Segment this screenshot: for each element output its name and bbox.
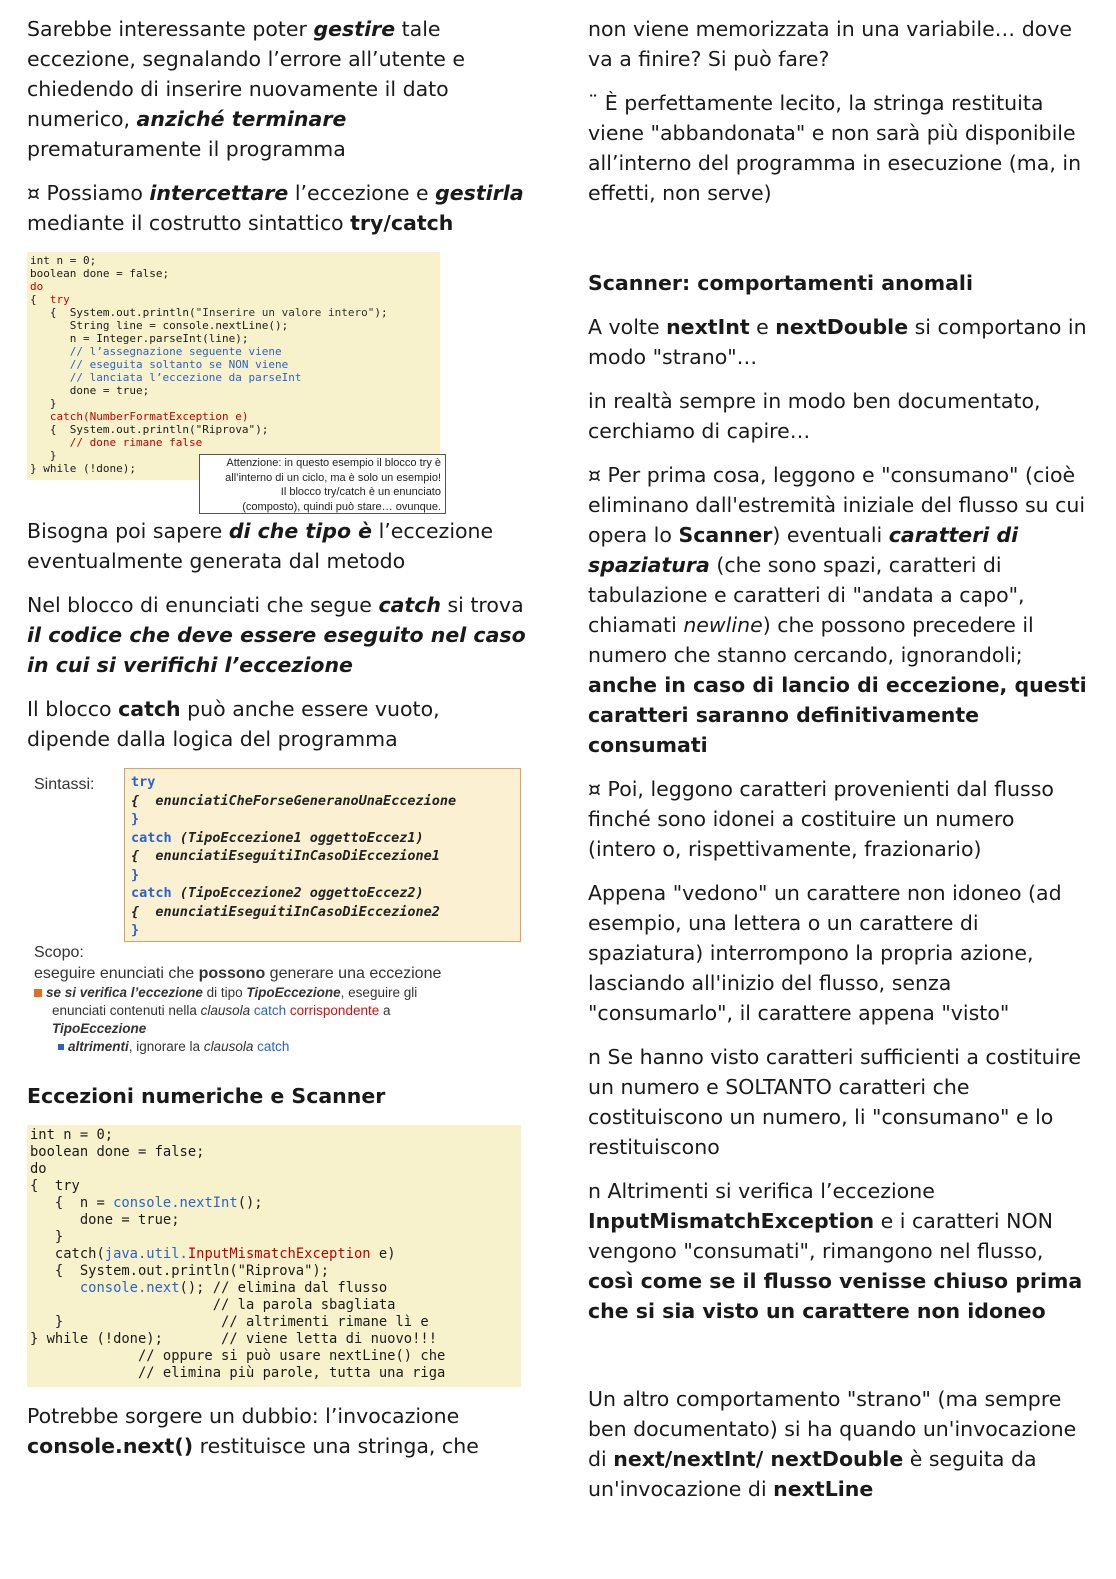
- paragraph-not-stored: non viene memorizzata in una variabile… dove va a finire? Si può fare?: [588, 17, 1073, 71]
- paragraph-input-mismatch: n Altrimenti si verifica l’eccezione InputMismatchException e i caratteri NON vengono "consumati", rimangono nel flusso, così come se il flusso venisse chiuso prima che si sia visto un carattere non idoneo: [588, 1179, 1083, 1323]
- left-column: [27, 14, 527, 1475]
- syntax-box: try { enunciatiCheForseGeneranoUnaEccezione } catch (TipoEccezione1 oggettoEccez1) { enunciatiEseguitiInCasoDiEccezione1 } catch (TipoEccezione2 oggettoEccez2) { enunciatiEseguitiInCasoDiEccezione2 }: [124, 768, 521, 942]
- code-example-nextint: int n = 0; boolean done = false; do { try { n = console.nextInt(); done = true; } catch(java.util.InputMismatchException e) { System.out.println("Riprova"); console.next(); // elimina dal flusso // la parola sbagliata } // altrimenti rimane lì e } while (!done); // viene letta di nuovo!!! // oppure si può usare nextLine() che // elimina più parole, tutta una riga: [27, 1125, 521, 1387]
- right-column: [588, 14, 1088, 1518]
- code-example-parseint: int n = 0; boolean done = false; do { try { System.out.println("Inserire un valore intero"); String line = console.nextLine(); n = Integer.parseInt(line); // l’assegnazione seguente viene // eseguita soltanto se NON viene // lanciata l’eccezione da parseInt done = true; } catch(NumberFormatException e) { System.out.println("Riprova"); // done rimane false } } while (!done); Attenzione: in questo esempio il blocco try è all’interno di un ciclo, ma è solo un esempio! Il blocco try/catch è un enunciato (composto), quindi può stare… ovunque.: [27, 252, 440, 480]
- orange-bullet-icon: [34, 989, 42, 997]
- paragraph-abandoned-string: ¨ È perfettamente lecito, la stringa restituita viene "abbandonata" e non sarà più disponibile all’interno del programma in esecuzione (ma, in effetti, non serve): [588, 91, 1082, 205]
- paragraph-strange-behavior: A volte nextInt e nextDouble si comportano in modo "strano"…: [588, 315, 1087, 369]
- paragraph-exception-type: Bisogna poi sapere di che tipo è l’eccezione eventualmente generata dal metodo: [27, 519, 494, 573]
- paragraph-handle-exception: Sarebbe interessante poter gestire tale eccezione, segnalando l’errore all’utente e chiedendo di inserire nuovamente il dato numerico, anziché terminare prematuramente il programma: [27, 17, 465, 161]
- paragraph-non-suitable: Appena "vedono" un carattere non idoneo (ad esempio, una lettera o un carattere di spaziatura) interrompono la propria azione, lasciando all'inizio del flusso, senza "consumarlo", il carattere appena "visto": [588, 881, 1062, 1025]
- heading-scanner-anomalies: Scanner: comportamenti anomali: [588, 271, 973, 295]
- syntax-scope: Scopo: eseguire enunciati che possono generare una eccezione se si verifica l’eccezione di tipo TipoEccezione, eseguire gli enunciati contenuti nella clausola catch corrispondente a TipoEccezione altrimenti, ignorare la clausola catch: [34, 944, 442, 1054]
- paragraph-read-chars: ¤ Poi, leggono caratteri provenienti dal flusso finché sono idonei a costituire un numero (intero o, rispettivamente, frazionario): [588, 777, 1054, 861]
- paragraph-documented: in realtà sempre in modo ben documentato, cerchiamo di capire…: [588, 389, 1041, 443]
- paragraph-try-catch: ¤ Possiamo intercettare l’eccezione e gestirla mediante il costrutto sintattico try/catch: [27, 181, 524, 235]
- blue-bullet-icon: [58, 1044, 64, 1050]
- paragraph-enough-chars: n Se hanno visto caratteri sufficienti a costituire un numero e SOLTANTO caratteri che costituiscono un numero, li "consumano" e lo restituiscono: [588, 1045, 1081, 1159]
- paragraph-catch-block: Nel blocco di enunciati che segue catch si trova il codice che deve essere eseguito nel caso in cui si verifichi l’eccezione: [27, 593, 526, 677]
- paragraph-nextline-behavior: Un altro comportamento "strano" (ma sempre ben documentato) si ha quando un'invocazione di next/nextInt/ nextDouble è seguita da un'invocazione di nextLine: [588, 1387, 1077, 1501]
- paragraph-empty-catch: Il blocco catch può anche essere vuoto, dipende dalla logica del programma: [27, 697, 440, 751]
- syntax-diagram: [27, 768, 527, 1068]
- code-note-callout: Attenzione: in questo esempio il blocco try è all’interno di un ciclo, ma è solo un esempio! Il blocco try/catch è un enunciato (composto), quindi può stare… ovunque.: [199, 454, 446, 514]
- paragraph-next-doubt: Potrebbe sorgere un dubbio: l’invocazione console.next() restituisce una stringa, che: [27, 1404, 479, 1458]
- syntax-label: Sintassi:: [34, 776, 95, 793]
- heading-numeric-exceptions: Eccezioni numeriche e Scanner: [27, 1084, 386, 1108]
- paragraph-whitespace: ¤ Per prima cosa, leggono e "consumano" (cioè eliminano dall'estremità iniziale del flusso su cui opera lo Scanner) eventuali caratteri di spaziatura (che sono spazi, caratteri di tabulazione e caratteri di "andata a capo", chiamati newline) che possono precedere il numero che stanno cercando, ignorandoli; anche in caso di lancio di eccezione, questi caratteri saranno definitivamente consumati: [588, 463, 1087, 757]
